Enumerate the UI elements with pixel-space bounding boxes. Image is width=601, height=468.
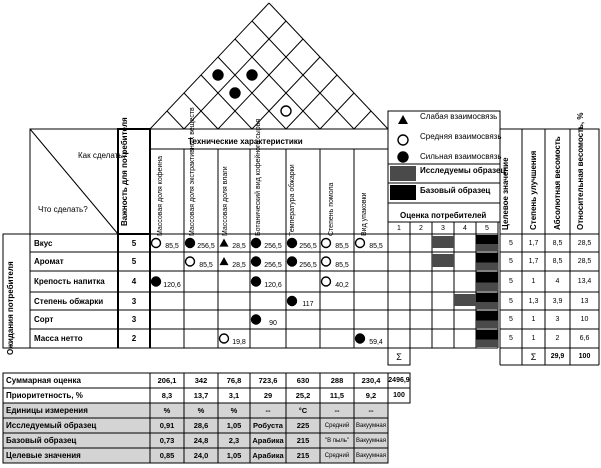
bottom-value: Арабика: [252, 436, 284, 445]
importance-header: Важность для потребителя: [120, 117, 129, 226]
bottom-value: 11,5: [329, 391, 345, 400]
bottom-value: "В пыль": [324, 437, 350, 444]
bottom-value: 76,8: [226, 376, 242, 385]
rating-scale-label: 4: [463, 224, 467, 232]
bottom-value: Арабика: [252, 451, 284, 460]
req-rel-weight: 13,4: [577, 278, 592, 285]
req-importance: 3: [131, 296, 137, 306]
req-importance: 2: [131, 334, 137, 343]
req-rel-weight: 28,5: [577, 258, 592, 265]
bottom-value: 288: [330, 376, 344, 385]
rel-value: 28,5: [232, 243, 246, 250]
bottom-value: Средний: [324, 422, 350, 429]
req-target: 5: [509, 278, 513, 285]
req-name: Крепость напитка: [34, 277, 105, 286]
req-abs-weight: 8,5: [552, 258, 563, 265]
rel-value: 59,4: [369, 338, 383, 346]
what-label: Что сделать?: [38, 205, 88, 214]
rel-value: 120,6: [264, 282, 282, 290]
rel-value: 28,5: [232, 261, 246, 269]
roof-line: [235, 39, 320, 129]
tech-col-grind: Степень помола: [328, 182, 335, 236]
tech-col-caffeine: Массовая доля кофеина: [157, 155, 164, 236]
rating-scale-label: 5: [485, 224, 489, 232]
bottom-value: 630: [296, 376, 310, 385]
target-header: Целевое значение: [501, 157, 510, 230]
rel-value: 256,5: [299, 243, 317, 250]
bottom-value: %: [197, 406, 205, 415]
roof-line: [167, 111, 184, 129]
bottom-value: 1,05: [226, 421, 242, 430]
tech-col-packaging: Вид упаковки: [361, 192, 368, 236]
req-name: Вкус: [34, 238, 53, 248]
tech-col-extractives: Массовая доля экстрактивных веществ: [189, 107, 196, 236]
consumer-rating-title: Оценка потребителей: [400, 211, 487, 220]
bottom-value: %: [163, 406, 171, 415]
bottom-value: --: [334, 406, 340, 415]
how-label: Как сделать?: [78, 151, 127, 160]
tech-col-botanical: Ботанический вид кофейного сырья: [255, 118, 262, 236]
roof-line: [354, 111, 371, 129]
studied-sample-mark: [432, 254, 454, 267]
bottom-value: --: [368, 406, 374, 415]
rel-weight-header: Относительная весомость, %: [576, 112, 585, 230]
roof-strong-mark: [230, 88, 240, 98]
base-sample-mark: [476, 330, 498, 340]
legend-studied-swatch: [390, 166, 416, 181]
base-sample-mark: [476, 253, 498, 263]
req-importance: 4: [131, 277, 137, 286]
base-sample-mark: [476, 235, 498, 244]
bottom-value: Средний: [324, 452, 350, 459]
rel-value: 117: [302, 301, 314, 308]
rel-value: 85,5: [335, 261, 349, 269]
rel-value: 90: [269, 319, 277, 327]
req-improvement: 1,7: [528, 258, 539, 265]
bottom-value: Вакуумная: [356, 452, 386, 459]
base-sample-mark: [476, 244, 498, 251]
req-name: Аромат: [34, 257, 64, 266]
legend-medium-label: Средняя взаимосвязь: [420, 132, 502, 141]
tech-col-roast-temp: Температура обжарки: [289, 164, 296, 236]
legend-studied-label: Исследуемы образец: [420, 166, 506, 175]
bottom-value: 24,8: [193, 436, 209, 445]
bottom-value: Вакуумная: [356, 422, 386, 429]
tech-header: Технические характеристики: [188, 137, 303, 146]
rel-value: 85,5: [369, 243, 383, 250]
bottom-value: 215: [296, 436, 310, 445]
rating-scale-label: 1: [397, 224, 401, 232]
req-target: 5: [509, 297, 513, 305]
req-importance: 3: [131, 315, 137, 324]
req-improvement: 1: [531, 316, 536, 323]
bottom-value: Робуста: [253, 421, 283, 430]
req-target: 5: [509, 335, 513, 342]
rel-value: 256,5: [299, 261, 317, 269]
req-name: Сорт: [34, 315, 54, 324]
rating-scale-label: 2: [419, 224, 423, 232]
studied-sample-mark: [432, 236, 454, 248]
bottom-extra: 2496,9: [388, 377, 410, 384]
base-sample-mark: [476, 302, 498, 309]
bottom-value: 9,2: [365, 391, 377, 400]
req-rel-weight: 10: [580, 316, 589, 323]
bottom-label: Приоритетность, %: [6, 391, 83, 400]
req-improvement: 1: [531, 335, 536, 342]
bottom-value: 206,1: [157, 376, 177, 385]
bottom-value: 225: [296, 421, 310, 430]
abs-weight-header: Абсолютная весомость: [553, 136, 562, 230]
bottom-value: 8,3: [161, 391, 173, 400]
legend-medium-icon: [398, 135, 408, 145]
req-rel-weight: 6,6: [579, 335, 590, 342]
req-abs-weight: 3: [555, 316, 560, 323]
legend-strong-icon: [398, 152, 408, 162]
legend-strong-label: Сильная взаимосвязь: [420, 152, 502, 161]
rating-scale-label: 3: [441, 224, 445, 232]
rel-value: 85,5: [335, 243, 349, 250]
bottom-value: 28,6: [193, 421, 209, 430]
studied-sample-mark: [476, 340, 498, 348]
req-abs-weight: 4: [555, 278, 560, 285]
sum-sigma: Σ: [396, 351, 402, 362]
bottom-value: 3,1: [228, 391, 240, 400]
bottom-value: 2,3: [228, 436, 240, 445]
rel-value: 256,5: [197, 243, 215, 250]
abs-total: 29,9: [550, 353, 565, 360]
bottom-label: Базовый образец: [6, 436, 77, 445]
req-improvement: 1,3: [528, 297, 539, 305]
bottom-value: %: [230, 406, 238, 415]
req-target: 5: [509, 258, 513, 265]
base-sample-mark: [476, 293, 498, 302]
studied-sample-mark: [476, 283, 498, 292]
bottom-value: 342: [194, 376, 208, 385]
rel-value: 85,5: [199, 261, 213, 269]
roof-strong-mark: [213, 70, 223, 80]
expectations-header: Ожидания потребителя: [6, 261, 15, 355]
rel-total: 100: [578, 353, 591, 360]
roof-line: [286, 75, 337, 129]
legend-weak-icon: [398, 115, 408, 124]
roof-strong-mark: [247, 70, 257, 80]
base-sample-mark: [476, 272, 498, 283]
req-target: 5: [509, 316, 513, 323]
rel-value: 256,5: [264, 243, 282, 250]
bottom-value: 0,91: [159, 421, 175, 430]
bottom-label: Суммарная оценка: [6, 376, 81, 385]
bottom-value: 13,7: [193, 391, 209, 400]
bottom-value: 0,85: [159, 451, 175, 460]
bottom-value: 230,4: [361, 376, 381, 385]
roof-medium-mark: [281, 106, 291, 116]
req-name: Степень обжарки: [34, 296, 104, 306]
req-improvement: 1,7: [528, 239, 539, 247]
improvement-header: Степень улучшения: [529, 150, 538, 230]
req-improvement: 1: [531, 278, 536, 285]
bottom-label: Единицы измерения: [6, 406, 88, 415]
roof-line: [150, 3, 269, 129]
req-abs-weight: 3,9: [552, 297, 563, 305]
bottom-label: Целевые значения: [6, 451, 81, 460]
rel-value: 256,5: [264, 261, 282, 269]
roof-line: [201, 75, 252, 129]
req-importance: 5: [131, 238, 137, 248]
bottom-value: 29: [263, 391, 273, 400]
bottom-value: 0,73: [159, 436, 175, 445]
bottom-value: 723,6: [258, 376, 278, 385]
base-sample-mark: [476, 263, 498, 271]
sum-sigma-right: Σ: [530, 351, 537, 362]
rel-value: 85,5: [165, 243, 179, 250]
bottom-value: 25,2: [295, 391, 311, 400]
legend-base-label: Базовый образец: [420, 186, 491, 195]
req-name: Масса нетто: [34, 334, 83, 343]
req-rel-weight: 13: [580, 297, 589, 305]
bottom-value: 24,0: [193, 451, 209, 460]
bottom-extra: 100: [393, 392, 405, 399]
bottom-value: --: [265, 406, 271, 415]
studied-sample-mark: [476, 321, 498, 329]
legend-base-swatch: [390, 185, 416, 200]
bottom-value: 1,05: [226, 451, 242, 460]
rel-value: 40,2: [335, 282, 349, 290]
req-abs-weight: 2: [555, 335, 560, 342]
bottom-value: Вакуумная: [356, 437, 386, 444]
rel-value: 120,6: [163, 282, 181, 290]
base-sample-mark: [476, 311, 498, 321]
bottom-label: Исследуемый образец: [6, 421, 97, 430]
req-target: 5: [509, 239, 513, 247]
bottom-value: °С: [298, 406, 308, 415]
req-importance: 5: [131, 257, 137, 266]
tech-col-moisture: Массовая доля влаги: [222, 166, 229, 236]
bottom-value: 215: [296, 451, 310, 460]
req-abs-weight: 8,5: [552, 239, 563, 247]
studied-sample-mark: [454, 294, 476, 306]
req-rel-weight: 28,5: [577, 239, 592, 247]
corner-diagonal: [30, 129, 118, 234]
legend-weak-label: Слабая взаимосвязь: [420, 112, 498, 121]
roof-line: [218, 39, 303, 129]
rel-value: 19,8: [232, 338, 246, 346]
